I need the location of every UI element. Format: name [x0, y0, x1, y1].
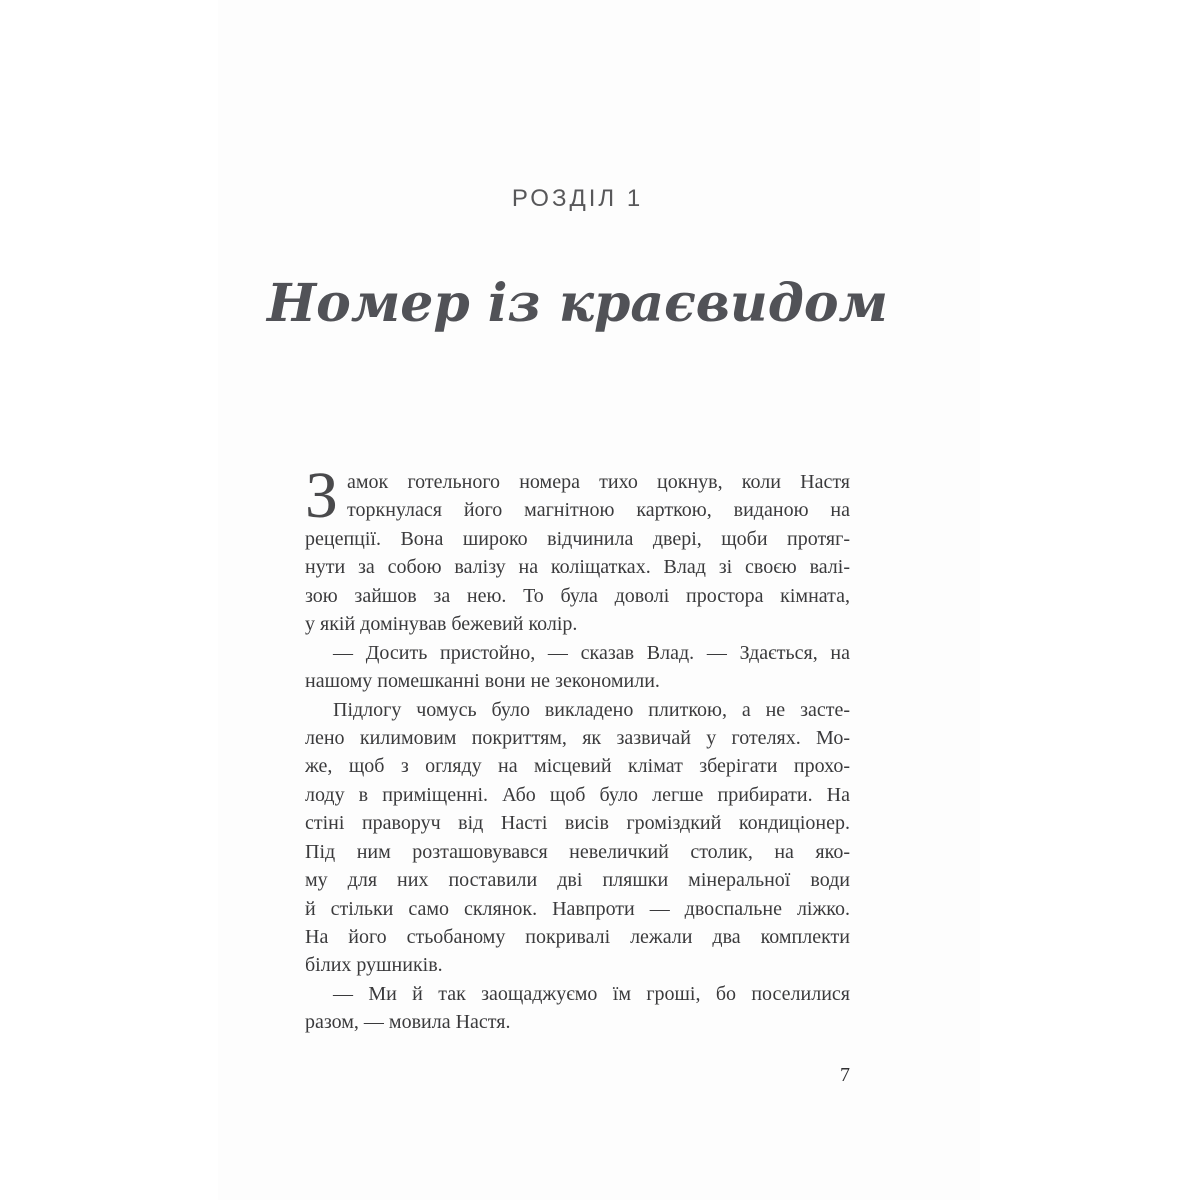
text-line: у якій домінував бежевий колір.: [305, 613, 578, 636]
text-line: лено килимовим покриттям, як зазвичай у готелях. Мо-: [305, 726, 850, 749]
text-line: нашому помешканні вони не зекономили.: [305, 670, 660, 693]
drop-cap-row: [305, 459, 850, 532]
text-line: зою зайшов за нею. То була доволі простора кімната,: [305, 584, 850, 607]
paragraph: [305, 459, 850, 639]
paragraph: [305, 639, 850, 696]
page-number: 7: [840, 1064, 850, 1086]
text-line: стіні праворуч від Насті висів громіздкий кондиціонер.: [305, 812, 850, 835]
chapter-title: Номер із краєвидом: [267, 273, 888, 334]
text-line: же, щоб з огляду на місцевий клімат зберігати прохо-: [305, 755, 850, 778]
text-line: разом, — мовила Настя.: [305, 1011, 511, 1034]
body-text: [305, 459, 850, 1037]
text-line: нути за собою валізу на коліщатках. Влад зі своєю валі-: [305, 556, 850, 579]
paragraph: [305, 980, 850, 1037]
text-line: му для них поставили дві пляшки мінеральної води: [305, 869, 850, 892]
text-line: — Досить пристойно, — сказав Влад. — Здається, на: [333, 641, 850, 664]
text-line: й стільки само склянок. Навпроти — двоспальне ліжко.: [305, 897, 850, 920]
text-line: білих рушників.: [305, 954, 443, 977]
text-line: Під ним розташовувався невеличкий столик, на яко-: [305, 840, 850, 863]
text-line: торкнулася його магнітною карткою, виданою на: [347, 499, 850, 522]
text-line: На його стьобаному покривалі лежали два комплекти: [305, 926, 850, 949]
chapter-label: РОЗДІЛ 1: [511, 185, 644, 212]
text-line: лоду в приміщенні. Або щоб було легше прибирати. На: [305, 783, 850, 806]
paragraph: [305, 696, 850, 980]
text-line: амок готельного номера тихо цокнув, коли Настя: [347, 471, 850, 493]
text-line: Підлогу чомусь було викладено плиткою, а не засте-: [333, 698, 850, 721]
drop-cap: З: [305, 459, 339, 532]
text-line: — Ми й так заощаджуємо їм гроші, бо поселилися: [333, 982, 850, 1005]
text-line: рецепції. Вона широко відчинила двері, щоби протяг-: [305, 527, 850, 550]
drop-cap-lines: [347, 468, 850, 525]
